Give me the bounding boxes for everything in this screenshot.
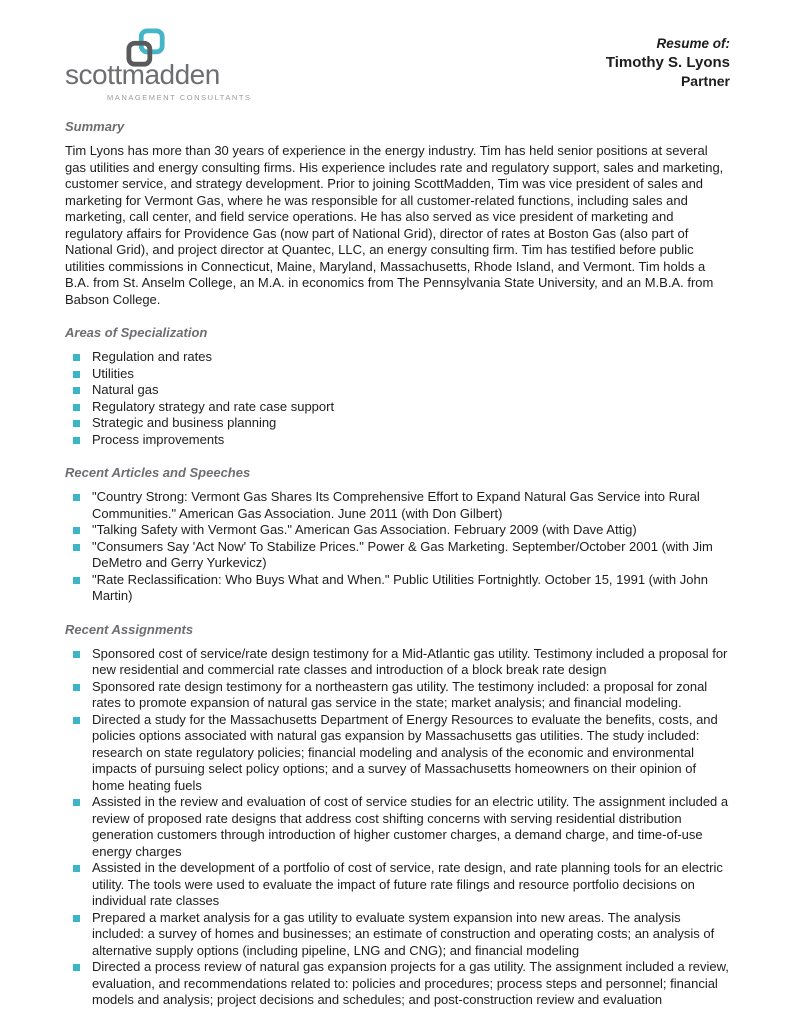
list-item-text: Assisted in the review and evaluation of cost of service studies for an electric utility. The assignment included a review of proposed rate designs that address cost shifting concerns with serving residential distribution generation customers through introduction of higher customer charges, a demand charge, and time-of-use energy charges (92, 794, 729, 859)
list-item (65, 712, 730, 795)
list-item-text: Process improvements (92, 431, 225, 447)
bullet-square-icon (73, 354, 80, 361)
list-item-text: "Rate Reclassification: Who Buys What and When." Public Utilities Fortnightly. October 15, 1991 (with John Martin) (92, 571, 708, 603)
bullet-square-icon (73, 437, 80, 444)
list-item (65, 794, 730, 860)
list-item (65, 415, 730, 432)
scottmadden-logo (65, 28, 252, 102)
person-name: Timothy S. Lyons (605, 53, 730, 71)
bullet-square-icon (73, 915, 80, 922)
section-heading-specialization: Areas of Specialization (65, 325, 208, 340)
list-item-text: Sponsored cost of service/rate design testimony for a Mid-Atlantic gas utility. Testimony included a proposal for new residential and commercial rate classes and introduction of a block break rate design (92, 645, 728, 677)
list-item-text: Regulatory strategy and rate case support (92, 398, 335, 414)
bullet-square-icon (73, 964, 80, 971)
section-heading-summary: Summary (65, 119, 125, 134)
bullet-square-icon (73, 527, 80, 534)
list-item-text: Assisted in the development of a portfolio of cost of service, rate design, and rate planning tools for an electric utility. The tools were used to evaluate the impact of future rate filings and resource portfolio decisions on individual rate classes (92, 860, 723, 908)
list-item-text: "Talking Safety with Vermont Gas." American Gas Association. February 2009 (with Dave Attig) (92, 522, 637, 537)
list-item-text: Directed a study for the Massachusetts Department of Energy Resources to evaluate the benefits, costs, and policies options associated with natural gas expansion by Massachusetts gas utilities. The study included: research on state regulatory policies; financial modeling and analysis of the economic and environmental impacts of pursuing select policy options; and a survey of Massachusetts homeowners on their opinion of home heating fuels (92, 711, 718, 793)
bullet-square-icon (73, 387, 80, 394)
bullet-square-icon (73, 371, 80, 378)
list-item (65, 539, 730, 572)
list-item (65, 646, 730, 679)
section-heading-articles: Recent Articles and Speeches (65, 465, 251, 480)
list-item (65, 382, 730, 399)
summary-paragraph: Tim Lyons has more than 30 years of experience in the energy industry. Tim has held senior positions at several gas utilities and energy consulting firms. His experience includes rate and regulatory support, sales and marketing, customer service, and strategy development. Prior to joining ScottMadden, Tim was vice president of sales and marketing for Vermont Gas, where he was responsible for all customer-related functions, including sales and marketing, call center, and field service operations. He has also served as vice president of marketing and regulatory affairs for Providence Gas (now part of National Grid), director of rates at Boston Gas (also part of National Grid), and project director at Quantec, LLC, an energy consulting firm. Tim has testified before public utilities commissions in Connecticut, Maine, Maryland, Massachusetts, Rhode Island, and Vermont. Tim holds a B.A. from St. Anselm College, an M.A. in economics from The Pennsylvania State University, and an M.B.A. from Babson College. (65, 143, 724, 307)
list-item (65, 910, 730, 960)
bullet-square-icon (73, 404, 80, 411)
bullet-square-icon (73, 544, 80, 551)
section-recent-assignments (65, 622, 730, 1009)
section-recent-articles (65, 465, 730, 605)
page-header (65, 28, 730, 102)
list-item-text: "Consumers Say 'Act Now' To Stabilize Prices." Power & Gas Marketing. September/October 2001 (with Jim DeMetro and Gerry Yurkevicz) (92, 538, 713, 570)
list-item (65, 522, 730, 539)
bullet-square-icon (73, 420, 80, 427)
list-item (65, 349, 730, 366)
list-item-text: Directed a process review of natural gas expansion projects for a gas utility. The assignment included a review, evaluation, and recommendations related to: policies and procedures; process steps and personnel; financial models and analysis; project decisions and schedules; and post-construction review and evaluation (92, 959, 729, 1007)
list-item (65, 399, 730, 416)
list-item (65, 572, 730, 605)
bullet-square-icon (73, 577, 80, 584)
section-summary (65, 119, 730, 308)
logo-tagline: MANAGEMENT CONSULTANTS (107, 93, 252, 102)
specialization-list (65, 349, 730, 448)
logo-wordmark: scottmadden (65, 59, 220, 90)
bullet-square-icon (73, 684, 80, 691)
list-item-text: Utilities (92, 365, 134, 381)
bullet-square-icon (73, 799, 80, 806)
resume-of-label: Resume of: (656, 36, 730, 51)
list-item (65, 860, 730, 910)
assignments-list (65, 646, 730, 1009)
list-item (65, 432, 730, 449)
resume-header-block (606, 28, 730, 90)
list-item-text: Sponsored rate design testimony for a northeastern gas utility. The testimony included: a proposal for zonal rates to promote expansion of natural gas service in the state; market analysis; and financial modeling. (92, 678, 708, 710)
bullet-square-icon (73, 717, 80, 724)
list-item (65, 679, 730, 712)
list-item-text: Strategic and business planning (92, 415, 277, 430)
articles-list (65, 489, 730, 605)
list-item-text: Prepared a market analysis for a gas utility to evaluate system expansion into new areas. The analysis included: a survey of homes and businesses; an estimate of construction and operating costs; an analysis of alternative supply options (including pipeline, LNG and CNG); and financial modeling (92, 909, 715, 958)
section-heading-assignments: Recent Assignments (65, 621, 194, 637)
bullet-square-icon (73, 651, 80, 658)
person-title: Partner (680, 73, 730, 90)
list-item (65, 959, 730, 1009)
section-areas-of-specialization (65, 325, 730, 448)
bullet-square-icon (73, 494, 80, 501)
list-item-text: Natural gas (92, 382, 159, 397)
bullet-square-icon (73, 865, 80, 872)
list-item-text: Regulation and rates (92, 349, 212, 364)
list-item-text: "Country Strong: Vermont Gas Shares Its Comprehensive Effort to Expand Natural Gas Service into Rural Communities." American Gas Association. June 2011 (with Don Gilbert) (92, 489, 700, 521)
list-item (65, 489, 730, 522)
list-item (65, 366, 730, 383)
